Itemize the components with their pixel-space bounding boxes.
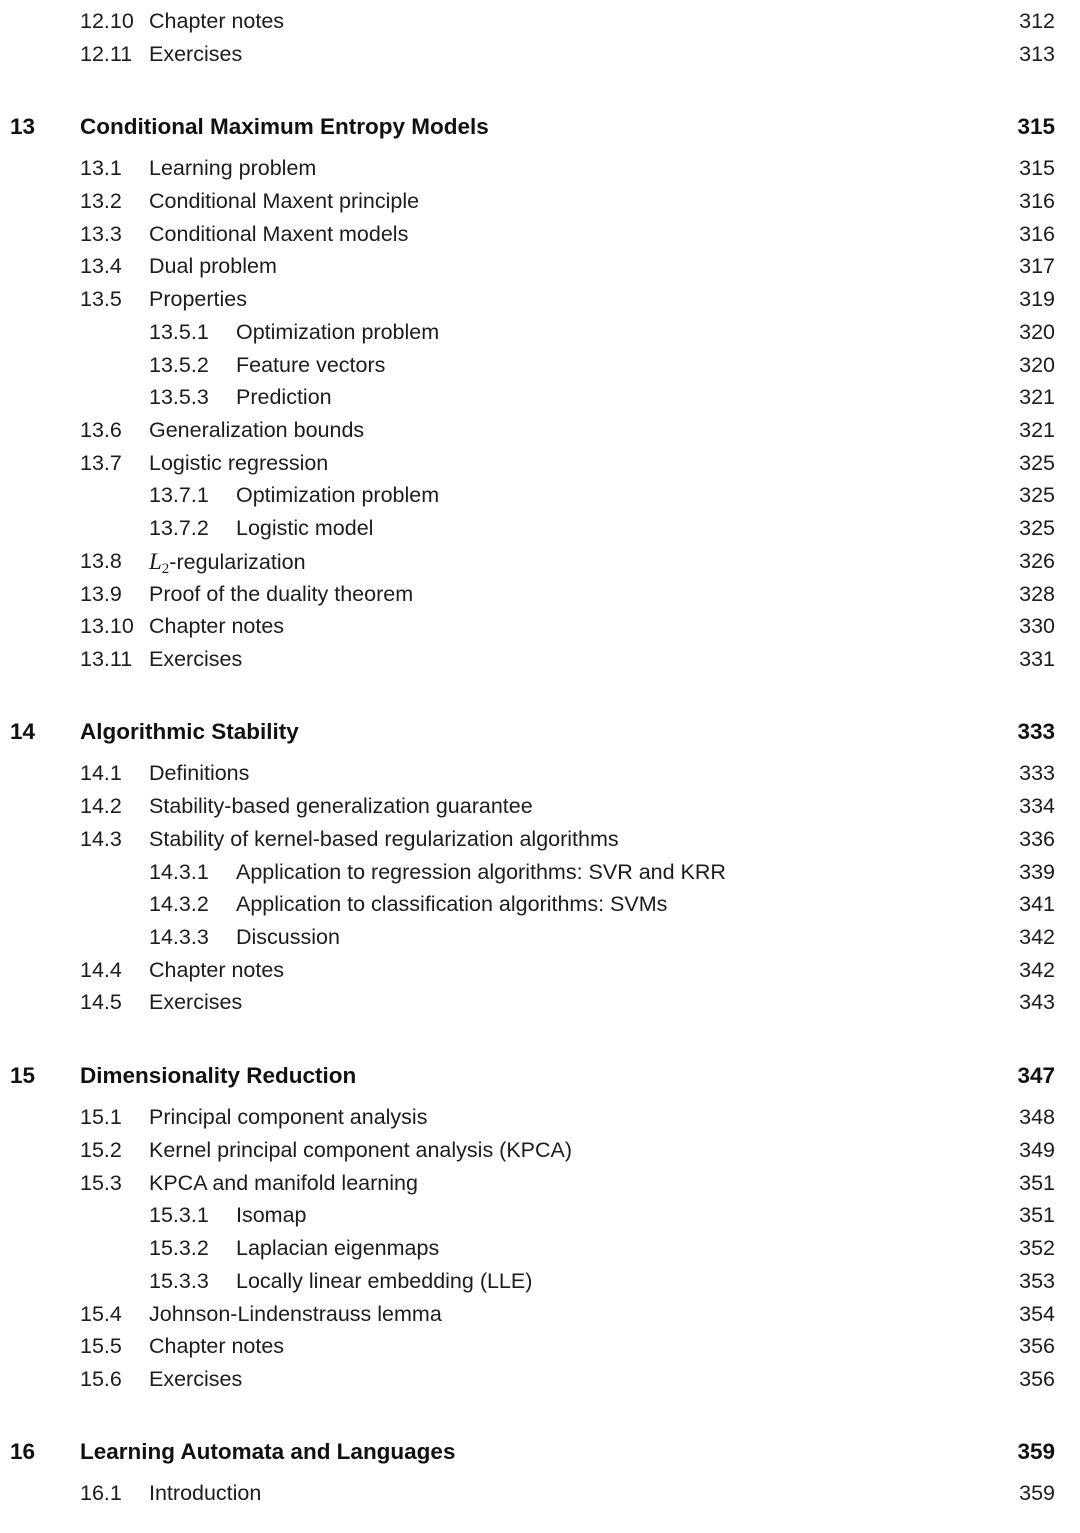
entry-title: Stability-based generalization guarantee: [149, 794, 533, 818]
entry-number: 12.11: [80, 42, 133, 66]
toc-section-entry[interactable]: [0, 823, 1080, 856]
entry-number: 16: [10, 1439, 36, 1464]
entry-page-number: 334: [1019, 794, 1055, 818]
entry-number: 13.5.2: [149, 353, 209, 377]
entry-title: Laplacian eigenmaps: [236, 1236, 440, 1260]
toc-section-entry[interactable]: [0, 610, 1080, 643]
entry-title: Stability of kernel-based regularization algorithms: [149, 827, 619, 851]
toc-subsection-entry[interactable]: [0, 512, 1080, 545]
entry-page-number: 348: [1019, 1105, 1055, 1129]
toc-section-entry[interactable]: [0, 283, 1080, 316]
toc-section-entry[interactable]: [0, 152, 1080, 185]
toc-subsection-entry[interactable]: [0, 349, 1080, 382]
toc-section-entry[interactable]: [0, 218, 1080, 251]
entry-title: Chapter notes: [149, 1334, 285, 1358]
entry-page-number: 342: [1019, 958, 1055, 982]
toc-subsection-entry[interactable]: [0, 1265, 1080, 1298]
toc-section-entry[interactable]: [0, 578, 1080, 611]
entry-title-text: -regularization: [169, 550, 306, 574]
entry-number: 13.4: [80, 254, 122, 278]
entry-page-number: 356: [1019, 1334, 1055, 1358]
toc-subsection-entry[interactable]: [0, 316, 1080, 349]
entry-number: 13.2: [80, 189, 122, 213]
entry-number: 14: [10, 719, 36, 744]
math-symbol: [149, 549, 170, 577]
toc-section-entry[interactable]: [0, 545, 1080, 578]
entry-page-number: 359: [1019, 1481, 1055, 1505]
entry-number: 15.2: [80, 1138, 122, 1162]
entry-page-number: 315: [1019, 156, 1055, 180]
entry-number: 16.1: [80, 1481, 122, 1505]
entry-page-number: 320: [1019, 353, 1055, 377]
entry-page-number: 317: [1019, 254, 1055, 278]
entry-number: 13: [10, 114, 36, 139]
toc-chapter-entry[interactable]: [0, 1059, 1080, 1092]
toc-subsection-entry[interactable]: [0, 381, 1080, 414]
entry-number: 14.3.2: [149, 892, 209, 916]
entry-page-number: 313: [1019, 42, 1055, 66]
entry-page-number: 330: [1019, 614, 1055, 638]
entry-title: Chapter notes: [149, 9, 285, 33]
entry-number: 13.8: [80, 549, 122, 573]
entry-title: Exercises: [149, 1367, 243, 1391]
toc-subsection-entry[interactable]: [0, 1199, 1080, 1232]
toc-section-entry[interactable]: [0, 1101, 1080, 1134]
entry-title: Feature vectors: [236, 353, 386, 377]
entry-page-number: 333: [1019, 761, 1055, 785]
toc-section-entry[interactable]: [0, 414, 1080, 447]
toc-subsection-entry[interactable]: [0, 921, 1080, 954]
entry-number: 14.4: [80, 958, 122, 982]
entry-page-number: 351: [1019, 1171, 1055, 1195]
entry-title: Logistic model: [236, 516, 374, 540]
entry-title: Conditional Maximum Entropy Models: [80, 114, 489, 139]
entry-title: Proof of the duality theorem: [149, 582, 414, 606]
entry-title: Chapter notes: [149, 614, 285, 638]
toc-section-entry[interactable]: [0, 986, 1080, 1019]
entry-title: Definitions: [149, 761, 250, 785]
toc-subsection-entry[interactable]: [0, 479, 1080, 512]
entry-number: 14.3.1: [149, 860, 209, 884]
entry-number: 13.3: [80, 222, 122, 246]
toc-section-entry[interactable]: [0, 1477, 1080, 1510]
entry-page-number: 349: [1019, 1138, 1055, 1162]
toc-section-entry[interactable]: [0, 1330, 1080, 1363]
entry-page-number: 321: [1019, 385, 1055, 409]
entry-page-number: 343: [1019, 990, 1055, 1014]
toc-section-entry[interactable]: [0, 1298, 1080, 1331]
entry-title: Johnson-Lindenstrauss lemma: [149, 1302, 442, 1326]
entry-number: 12.10: [80, 9, 134, 33]
entry-number: 14.3.3: [149, 925, 209, 949]
entry-page-number: 341: [1019, 892, 1055, 916]
entry-title: Application to classification algorithms: SVMs: [236, 892, 668, 916]
entry-number: 13.1: [80, 156, 122, 180]
toc-section-entry[interactable]: [0, 954, 1080, 987]
entry-number: 15.3.3: [149, 1269, 209, 1293]
entry-title: Generalization bounds: [149, 418, 365, 442]
entry-title: Prediction: [236, 385, 332, 409]
entry-number: 13.5.3: [149, 385, 209, 409]
math-subscript: 2: [161, 561, 170, 577]
entry-page-number: 356: [1019, 1367, 1055, 1391]
entry-number: 15.5: [80, 1334, 122, 1358]
entry-page-number: 319: [1019, 287, 1055, 311]
entry-title: Optimization problem: [236, 483, 440, 507]
entry-title: Locally linear embedding (LLE): [236, 1269, 533, 1293]
toc-section-entry[interactable]: [0, 250, 1080, 283]
entry-title: Discussion: [236, 925, 340, 949]
entry-title: Dual problem: [149, 254, 277, 278]
entry-page-number: 351: [1019, 1203, 1055, 1227]
entry-page-number: 325: [1019, 451, 1055, 475]
entry-page-number: 316: [1019, 189, 1055, 213]
toc-chapter-entry[interactable]: [0, 110, 1080, 143]
toc-section-entry[interactable]: [0, 790, 1080, 823]
entry-title: Principal component analysis: [149, 1105, 428, 1129]
entry-number: 13.6: [80, 418, 122, 442]
toc-chapter-entry[interactable]: [0, 1435, 1080, 1468]
entry-number: 15.1: [80, 1105, 122, 1129]
entry-number: 14.3: [80, 827, 122, 851]
entry-page-number: 320: [1019, 320, 1055, 344]
entry-page-number: 339: [1019, 860, 1055, 884]
toc-section-entry[interactable]: [0, 38, 1080, 71]
entry-page-number: 333: [1017, 719, 1055, 744]
toc-section-entry[interactable]: [0, 1134, 1080, 1167]
entry-title: Algorithmic Stability: [80, 719, 299, 744]
entry-title: Exercises: [149, 990, 243, 1014]
entry-title: Properties: [149, 287, 247, 311]
entry-number: 15: [10, 1063, 36, 1088]
entry-page-number: 342: [1019, 925, 1055, 949]
entry-title: Introduction: [149, 1481, 262, 1505]
toc-subsection-entry[interactable]: [0, 1232, 1080, 1265]
toc-section-entry[interactable]: [0, 185, 1080, 218]
entry-title: Exercises: [149, 42, 243, 66]
entry-number: 15.4: [80, 1302, 122, 1326]
entry-title: Dimensionality Reduction: [80, 1063, 357, 1088]
entry-number: 13.5: [80, 287, 122, 311]
toc-section-entry[interactable]: [0, 447, 1080, 480]
entry-title: Learning Automata and Languages: [80, 1439, 456, 1464]
toc-subsection-entry[interactable]: [0, 888, 1080, 921]
entry-number: 14.1: [80, 761, 122, 785]
entry-number: 13.9: [80, 582, 122, 606]
entry-title: Logistic regression: [149, 451, 329, 475]
entry-title: Conditional Maxent principle: [149, 189, 420, 213]
entry-number: 13.10: [80, 614, 134, 638]
entry-number: 14.2: [80, 794, 122, 818]
entry-page-number: 328: [1019, 582, 1055, 606]
math-variable: L: [149, 549, 162, 574]
entry-page-number: 331: [1019, 647, 1055, 671]
entry-page-number: 325: [1019, 516, 1055, 540]
entry-number: 15.3.1: [149, 1203, 209, 1227]
entry-page-number: 326: [1019, 549, 1055, 573]
toc-subsection-entry[interactable]: [0, 856, 1080, 889]
entry-number: 13.7.2: [149, 516, 209, 540]
entry-page-number: 359: [1017, 1439, 1055, 1464]
entry-page-number: 354: [1019, 1302, 1055, 1326]
toc-section-entry[interactable]: [0, 5, 1080, 38]
toc-section-entry[interactable]: [0, 1363, 1080, 1396]
entry-title: Chapter notes: [149, 958, 285, 982]
entry-number: 13.11: [80, 647, 133, 671]
entry-title: Kernel principal component analysis (KPCA): [149, 1138, 573, 1162]
entry-page-number: 312: [1019, 9, 1055, 33]
entry-title: Isomap: [236, 1203, 307, 1227]
entry-number: 15.3: [80, 1171, 122, 1195]
entry-title: KPCA and manifold learning: [149, 1171, 418, 1195]
toc-section-entry[interactable]: [0, 1167, 1080, 1200]
entry-title: Learning problem: [149, 156, 317, 180]
toc-section-entry[interactable]: [0, 643, 1080, 676]
entry-title: Conditional Maxent models: [149, 222, 409, 246]
toc-chapter-entry[interactable]: [0, 715, 1080, 748]
entry-title: Exercises: [149, 647, 243, 671]
entry-page-number: 336: [1019, 827, 1055, 851]
entry-number: 13.7: [80, 451, 122, 475]
entry-page-number: 352: [1019, 1236, 1055, 1260]
entry-page-number: 353: [1019, 1269, 1055, 1293]
entry-title: Application to regression algorithms: SVR and KRR: [236, 860, 726, 884]
entry-page-number: 316: [1019, 222, 1055, 246]
entry-page-number: 347: [1017, 1063, 1055, 1088]
entry-number: 13.7.1: [149, 483, 209, 507]
entry-number: 13.5.1: [149, 320, 209, 344]
entry-page-number: 321: [1019, 418, 1055, 442]
entry-page-number: 315: [1017, 114, 1055, 139]
entry-page-number: 325: [1019, 483, 1055, 507]
entry-title: Optimization problem: [236, 320, 440, 344]
entry-number: 15.3.2: [149, 1236, 209, 1260]
toc-section-entry[interactable]: [0, 757, 1080, 790]
entry-number: 14.5: [80, 990, 122, 1014]
entry-number: 15.6: [80, 1367, 122, 1391]
